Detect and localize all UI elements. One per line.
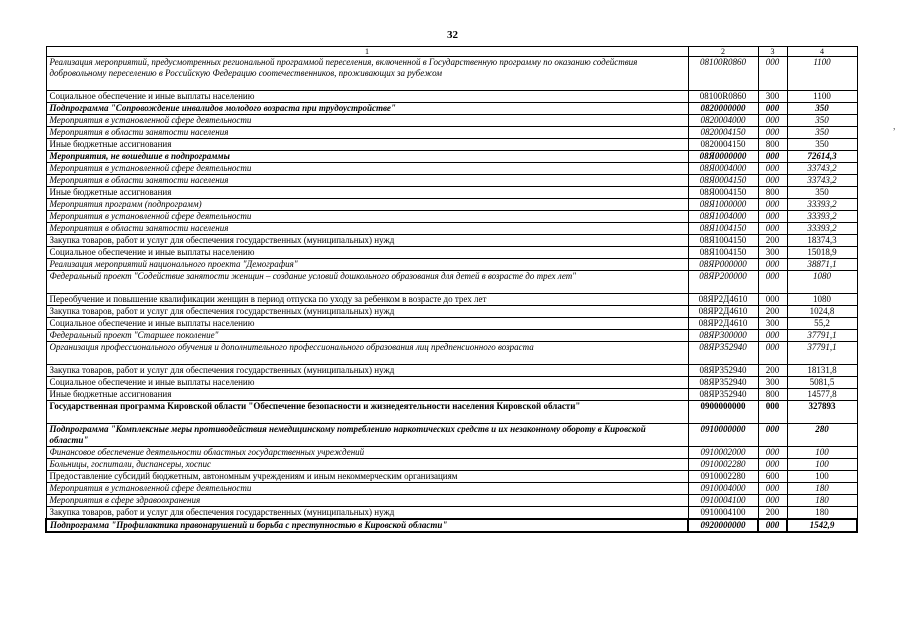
row-code-cell: 0820000000: [688, 103, 758, 115]
row-name-cell: Мероприятия программ (подпрограмм): [46, 199, 688, 211]
margin-mark: ,: [893, 121, 896, 132]
row-amount-cell: 100: [787, 447, 857, 459]
row-type-cell: 000: [758, 495, 787, 507]
row-code-cell: 08ЯР300000: [688, 330, 758, 342]
table-row: [46, 318, 857, 330]
row-amount-cell: 100: [787, 471, 857, 483]
row-code-cell: 08100R0860: [688, 91, 758, 103]
row-amount-cell: 1100: [787, 91, 857, 103]
row-name-cell: Закупка товаров, работ и услуг для обеспечения государственных (муниципальных) нужд: [46, 306, 688, 318]
row-type-cell: 000: [758, 483, 787, 495]
row-amount-cell: 38871,1: [787, 259, 857, 271]
budget-table: [45, 46, 858, 533]
row-code-cell: 08Я0004150: [688, 187, 758, 199]
table-row: [46, 471, 857, 483]
row-type-cell: 000: [758, 271, 787, 294]
table-row: [46, 127, 857, 139]
row-code-cell: 08ЯР352940: [688, 342, 758, 365]
row-code-cell: 08ЯР2Д4610: [688, 318, 758, 330]
row-name-cell: Реализация мероприятий национального проекта "Демография": [46, 259, 688, 271]
row-type-cell: 200: [758, 306, 787, 318]
table-row: [46, 495, 857, 507]
row-amount-cell: 350: [787, 127, 857, 139]
table-row: [46, 401, 857, 424]
row-name-cell: Мероприятия в установленной сфере деятельности: [46, 163, 688, 175]
table-row: [46, 139, 857, 151]
row-amount-cell: 18131,8: [787, 365, 857, 377]
row-amount-cell: 350: [787, 115, 857, 127]
row-type-cell: 000: [758, 342, 787, 365]
row-code-cell: 08Я1004000: [688, 211, 758, 223]
row-name-cell: Организация профессионального обучения и дополнительного профессионального образования лиц предпенсионного возраста: [46, 342, 688, 365]
row-code-cell: 08ЯР200000: [688, 271, 758, 294]
row-type-cell: 000: [758, 115, 787, 127]
row-name-cell: Мероприятия в области занятости населения: [46, 223, 688, 235]
table-row: [46, 187, 857, 199]
row-type-cell: 300: [758, 247, 787, 259]
row-name-cell: Иные бюджетные ассигнования: [46, 139, 688, 151]
table-row: [46, 163, 857, 175]
row-name-cell: Мероприятия в сфере здравоохранения: [46, 495, 688, 507]
table-row: [46, 151, 857, 163]
row-amount-cell: 1080: [787, 294, 857, 306]
row-amount-cell: 5081,5: [787, 377, 857, 389]
row-amount-cell: 15018,9: [787, 247, 857, 259]
table-row: [46, 306, 857, 318]
table-row: [46, 389, 857, 401]
row-code-cell: 08ЯР352940: [688, 389, 758, 401]
table-row: [46, 175, 857, 187]
row-type-cell: 000: [758, 424, 787, 447]
row-code-cell: 08ЯР352940: [688, 377, 758, 389]
row-name-cell: Мероприятия в области занятости населения: [46, 127, 688, 139]
row-name-cell: Социальное обеспечение и иные выплаты населению: [46, 91, 688, 103]
row-name-cell: Мероприятия в установленной сфере деятельности: [46, 211, 688, 223]
row-amount-cell: 1100: [787, 57, 857, 91]
row-amount-cell: 37791,1: [787, 330, 857, 342]
row-name-cell: Подпрограмма "Сопровождение инвалидов молодого возраста при трудоустройстве": [46, 103, 688, 115]
row-type-cell: 000: [758, 103, 787, 115]
row-type-cell: 200: [758, 365, 787, 377]
row-type-cell: 000: [758, 223, 787, 235]
row-type-cell: 200: [758, 507, 787, 520]
row-amount-cell: 72614,3: [787, 151, 857, 163]
row-name-cell: Социальное обеспечение и иные выплаты населению: [46, 247, 688, 259]
row-amount-cell: 1542,9: [787, 519, 857, 532]
row-name-cell: Мероприятия, не вошедшие в подпрограммы: [46, 151, 688, 163]
row-amount-cell: 350: [787, 187, 857, 199]
row-amount-cell: 180: [787, 495, 857, 507]
column-header-2: 2: [688, 47, 758, 57]
row-type-cell: 600: [758, 471, 787, 483]
row-amount-cell: 33393,2: [787, 199, 857, 211]
table-row: [46, 377, 857, 389]
row-amount-cell: 350: [787, 139, 857, 151]
row-code-cell: 08Я0000000: [688, 151, 758, 163]
row-type-cell: 000: [758, 199, 787, 211]
table-row: [46, 103, 857, 115]
row-name-cell: Мероприятия в установленной сфере деятельности: [46, 115, 688, 127]
row-code-cell: 08ЯР352940: [688, 365, 758, 377]
row-name-cell: Социальное обеспечение и иные выплаты населению: [46, 377, 688, 389]
table-row: [46, 223, 857, 235]
row-amount-cell: 280: [787, 424, 857, 447]
row-name-cell: Мероприятия в установленной сфере деятельности: [46, 483, 688, 495]
row-name-cell: Закупка товаров, работ и услуг для обеспечения государственных (муниципальных) нужд: [46, 235, 688, 247]
row-name-cell: Подпрограмма "Комплексные меры противодействия немедицинскому потреблению наркотических средств и их незаконному обороту в Кировской области": [46, 424, 688, 447]
page-number: 32: [447, 29, 458, 41]
row-amount-cell: 1024,8: [787, 306, 857, 318]
row-amount-cell: 180: [787, 483, 857, 495]
row-code-cell: 08Я0004150: [688, 175, 758, 187]
row-code-cell: 0820004000: [688, 115, 758, 127]
row-name-cell: Закупка товаров, работ и услуг для обеспечения государственных (муниципальных) нужд: [46, 365, 688, 377]
row-amount-cell: 327893: [787, 401, 857, 424]
row-code-cell: 08100R0860: [688, 57, 758, 91]
table-row: [46, 115, 857, 127]
row-type-cell: 000: [758, 175, 787, 187]
table-row: [46, 447, 857, 459]
row-type-cell: 000: [758, 127, 787, 139]
row-type-cell: 000: [758, 151, 787, 163]
row-type-cell: 300: [758, 91, 787, 103]
table-row: [46, 247, 857, 259]
row-amount-cell: 33743,2: [787, 175, 857, 187]
table-row: [46, 507, 857, 520]
row-type-cell: 000: [758, 57, 787, 91]
row-code-cell: 0820004150: [688, 127, 758, 139]
row-amount-cell: 33393,2: [787, 223, 857, 235]
table-row: [46, 330, 857, 342]
row-type-cell: 000: [758, 211, 787, 223]
row-type-cell: 000: [758, 401, 787, 424]
row-type-cell: 800: [758, 389, 787, 401]
row-type-cell: 000: [758, 294, 787, 306]
row-type-cell: 000: [758, 163, 787, 175]
row-amount-cell: 1080: [787, 271, 857, 294]
row-type-cell: 000: [758, 330, 787, 342]
table-row: [46, 271, 857, 294]
row-name-cell: Больницы, госпитали, диспансеры, хоспис: [46, 459, 688, 471]
row-name-cell: Социальное обеспечение и иные выплаты населению: [46, 318, 688, 330]
row-code-cell: 08Я0004000: [688, 163, 758, 175]
table-row: [46, 342, 857, 365]
table-row: [46, 91, 857, 103]
row-code-cell: 0910000000: [688, 424, 758, 447]
row-type-cell: 300: [758, 318, 787, 330]
table-row: [46, 459, 857, 471]
table-row: [46, 57, 857, 91]
row-name-cell: Федеральный проект "Старшее поколение": [46, 330, 688, 342]
row-code-cell: 0910002280: [688, 459, 758, 471]
row-code-cell: 0820004150: [688, 139, 758, 151]
row-code-cell: 0910004000: [688, 483, 758, 495]
table-row: [46, 424, 857, 447]
row-amount-cell: 33743,2: [787, 163, 857, 175]
row-code-cell: 0910002000: [688, 447, 758, 459]
row-code-cell: 08Я1000000: [688, 199, 758, 211]
row-code-cell: 0910002280: [688, 471, 758, 483]
table-header-row: [46, 47, 857, 57]
row-amount-cell: 33393,2: [787, 211, 857, 223]
row-code-cell: 08ЯР2Д4610: [688, 306, 758, 318]
row-name-cell: Предоставление субсидий бюджетным, автономным учреждениям и иным некоммерческим организациям: [46, 471, 688, 483]
column-header-1: 1: [46, 47, 688, 57]
table-row: [46, 483, 857, 495]
table-row: [46, 365, 857, 377]
row-code-cell: 08ЯР000000: [688, 259, 758, 271]
row-code-cell: 0900000000: [688, 401, 758, 424]
row-type-cell: 000: [758, 447, 787, 459]
row-code-cell: 08Я1004150: [688, 235, 758, 247]
row-type-cell: 800: [758, 187, 787, 199]
row-amount-cell: 350: [787, 103, 857, 115]
row-name-cell: Мероприятия в области занятости населения: [46, 175, 688, 187]
row-code-cell: 0910004100: [688, 495, 758, 507]
row-name-cell: Переобучение и повышение квалификации женщин в период отпуска по уходу за ребенком в возрасте до трех лет: [46, 294, 688, 306]
row-type-cell: 000: [758, 459, 787, 471]
row-amount-cell: 55,2: [787, 318, 857, 330]
table-row: [46, 211, 857, 223]
table-row: [46, 259, 857, 271]
row-amount-cell: 100: [787, 459, 857, 471]
row-name-cell: Закупка товаров, работ и услуг для обеспечения государственных (муниципальных) нужд: [46, 507, 688, 520]
row-code-cell: 08Я1004150: [688, 223, 758, 235]
table-row: [46, 294, 857, 306]
row-name-cell: Государственная программа Кировской области "Обеспечение безопасности и жизнедеятельности населения Кировской области": [46, 401, 688, 424]
row-amount-cell: 14577,8: [787, 389, 857, 401]
row-amount-cell: 180: [787, 507, 857, 520]
column-header-4: 4: [787, 47, 857, 57]
row-type-cell: 300: [758, 377, 787, 389]
table-row: [46, 235, 857, 247]
table-row: [46, 519, 857, 532]
row-name-cell: Финансовое обеспечение деятельности областных государственных учреждений: [46, 447, 688, 459]
row-amount-cell: 37791,1: [787, 342, 857, 365]
row-name-cell: Иные бюджетные ассигнования: [46, 389, 688, 401]
row-code-cell: 0920000000: [688, 519, 758, 532]
row-name-cell: Иные бюджетные ассигнования: [46, 187, 688, 199]
row-code-cell: 08Я1004150: [688, 247, 758, 259]
row-code-cell: 0910004100: [688, 507, 758, 520]
row-type-cell: 200: [758, 235, 787, 247]
row-name-cell: Федеральный проект "Содействие занятости женщин – создание условий дошкольного образования для детей в возрасте до трех лет": [46, 271, 688, 294]
row-name-cell: Реализация мероприятий, предусмотренных региональной программой переселения, включенной в Государственную программу по оказанию содействия добровольному переселению в Российскую Федерацию соотечественников, проживающих за рубежом: [46, 57, 688, 91]
table-row: [46, 199, 857, 211]
row-type-cell: 800: [758, 139, 787, 151]
row-type-cell: 000: [758, 259, 787, 271]
row-code-cell: 08ЯР2Д4610: [688, 294, 758, 306]
row-amount-cell: 18374,3: [787, 235, 857, 247]
row-type-cell: 000: [758, 519, 787, 532]
column-header-3: 3: [758, 47, 787, 57]
row-name-cell: Подпрограмма "Профилактика правонарушений и борьба с преступностью в Кировской области": [46, 519, 688, 532]
